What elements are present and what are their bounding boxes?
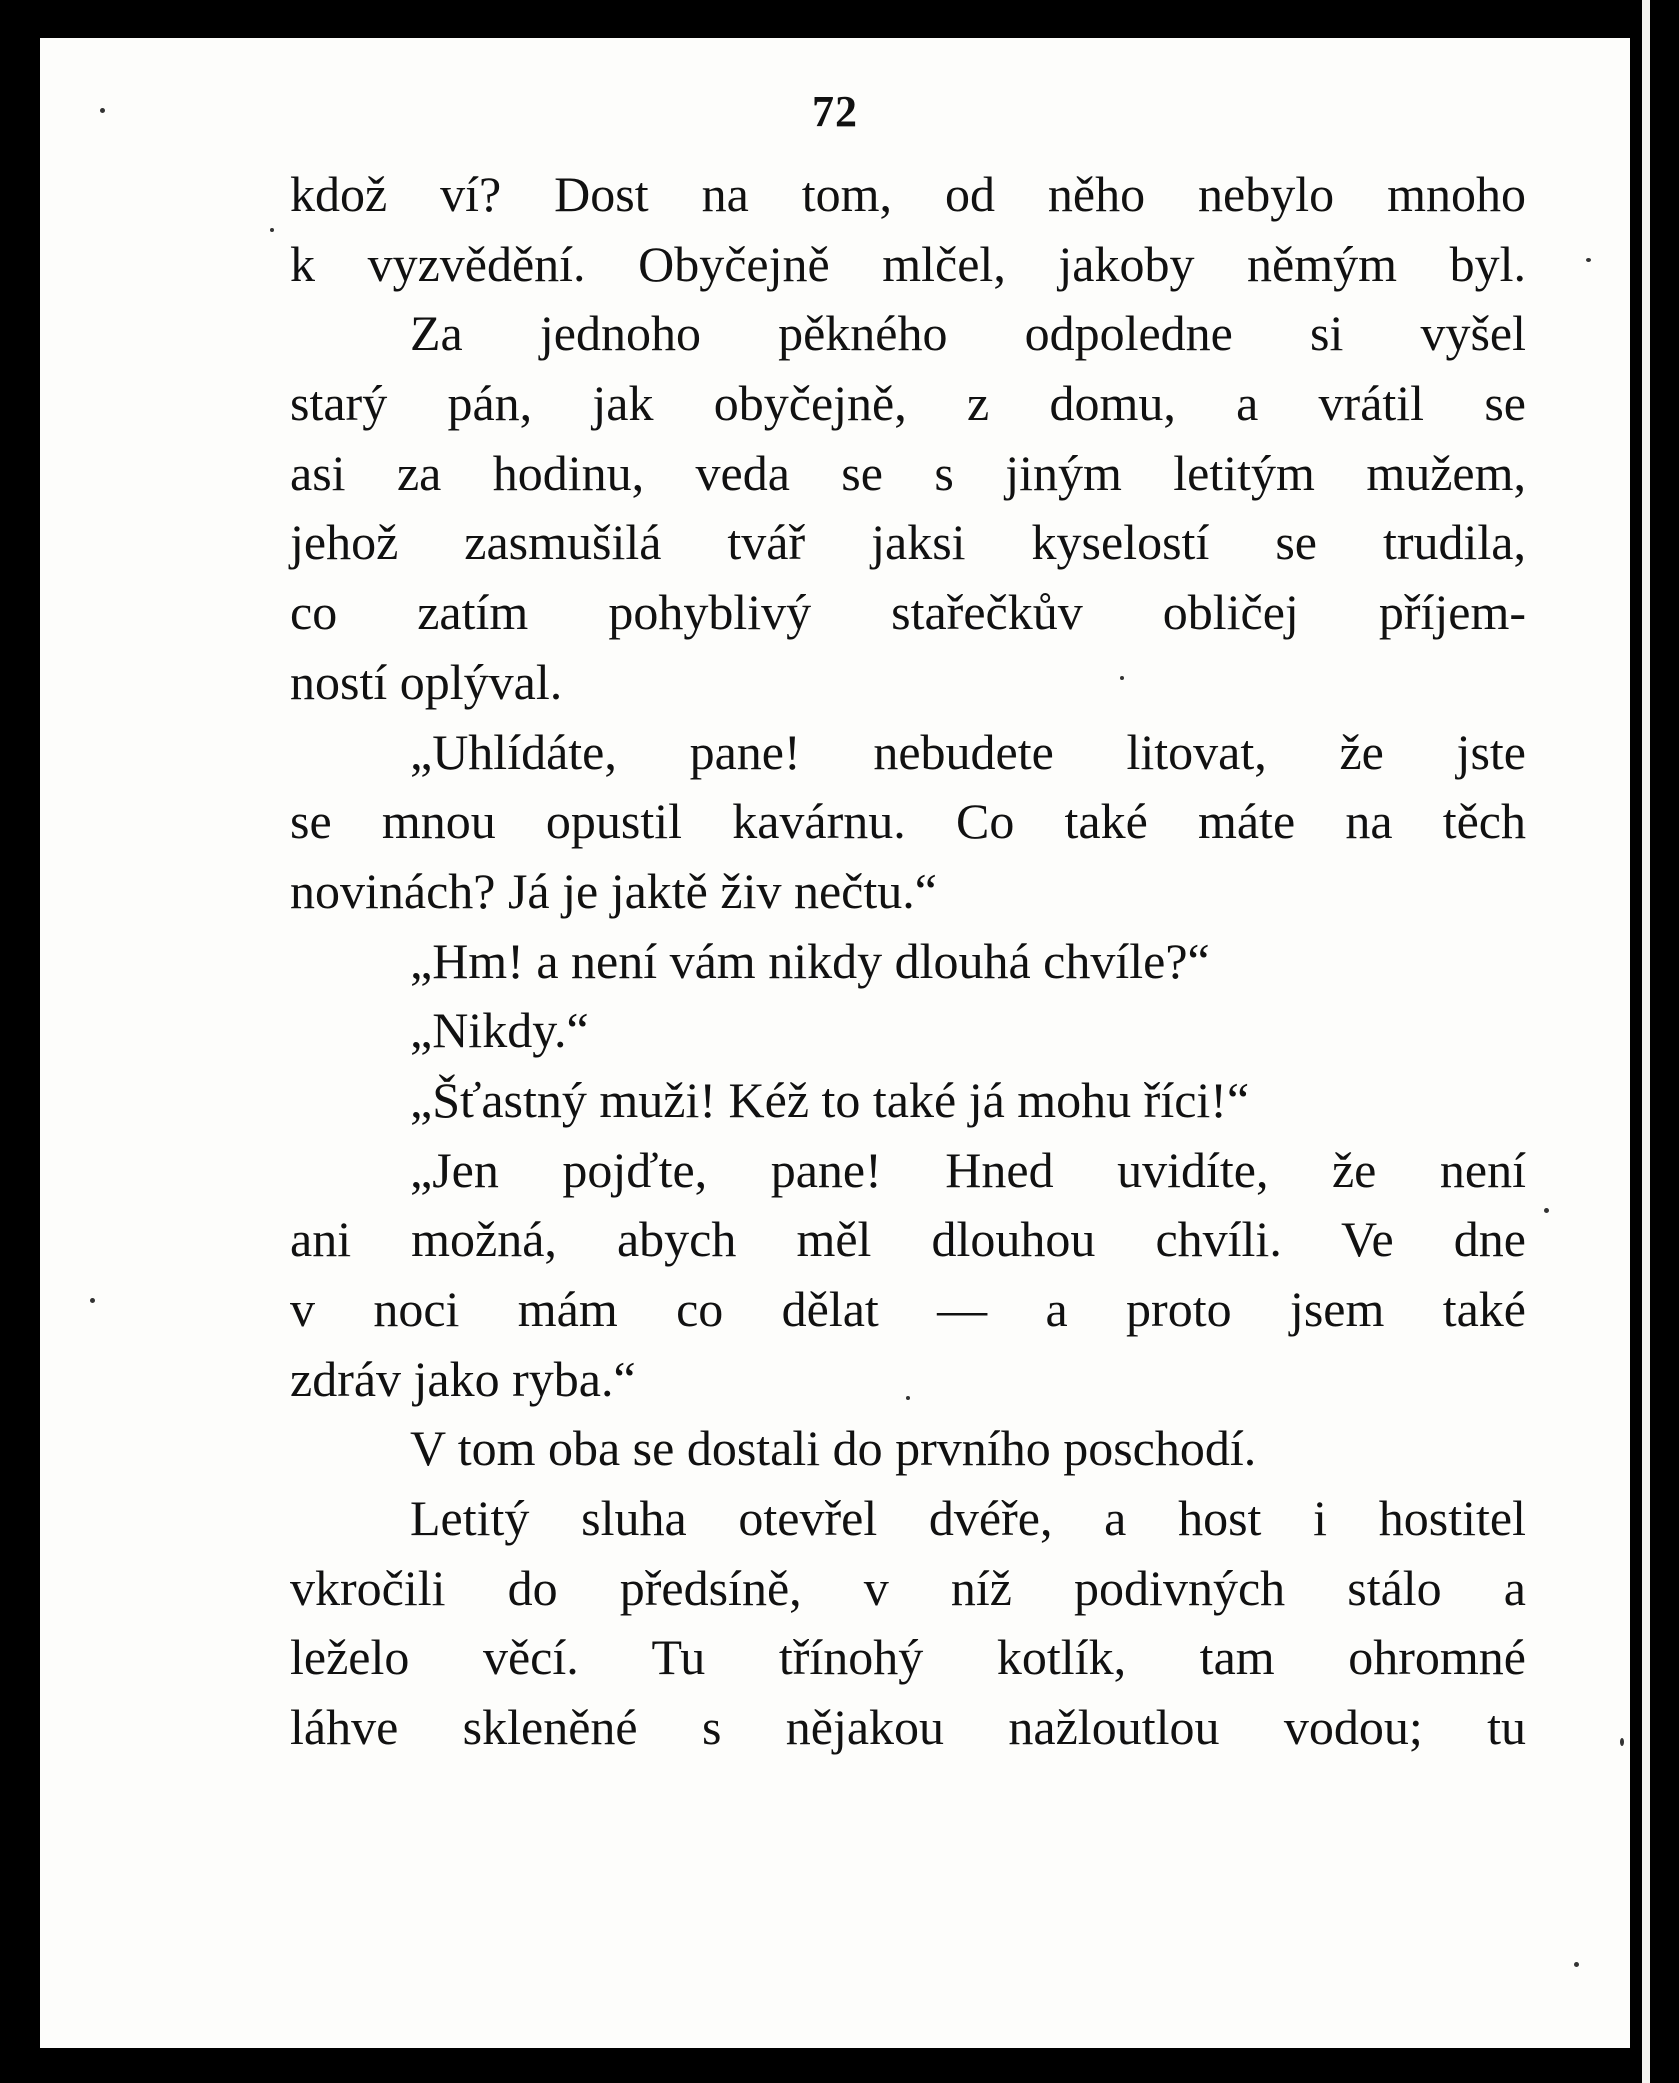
text-line: kdož ví? Dost na tom, od něho nebylo mnoho (290, 166, 1526, 222)
text-line: novinách? Já je jaktě živ nečtu.“ (290, 862, 937, 919)
text-line: „Nikdy.“ (410, 1002, 589, 1059)
text-line: starý pán, jak obyčejně, z domu, a vrátil se (290, 375, 1526, 432)
scan-speck (1586, 258, 1591, 262)
scan-speck (1544, 1208, 1549, 1213)
text-line: „Uhlídáte, pane! nebudete litovat, že jste (410, 723, 1526, 780)
body-text (290, 160, 1526, 1763)
scan-speck (1620, 1738, 1624, 1746)
text-line: „Hm! a není vám nikdy dlouhá chvíle?“ (410, 932, 1210, 989)
text-line: Letitý sluha otevřel dvéře, a host i hostitel (410, 1490, 1526, 1547)
page-number: 72 (812, 87, 858, 136)
scan-speck (270, 228, 274, 232)
text-line: zdráv jako ryba.“ (290, 1350, 636, 1407)
text-line: co zatím pohyblivý stařečkův obličej příjem- (290, 584, 1526, 641)
text-line: láhve skleněné s nějakou nažloutlou vodou; tu (290, 1699, 1526, 1756)
text-line: Za jednoho pěkného odpoledne si vyšel (410, 305, 1526, 362)
text-line: V tom oba se dostali do prvního poschodí. (410, 1420, 1257, 1477)
scan-speck (1574, 1962, 1579, 1967)
scan-speck (906, 1396, 910, 1400)
text-line: k vyzvědění. Obyčejně mlčel, jakoby němým byl. (290, 235, 1526, 292)
text-line: v noci mám co dělat — a proto jsem také (290, 1281, 1526, 1337)
text-line: se mnou opustil kavárnu. Co také máte na těch (290, 793, 1526, 850)
text-line: asi za hodinu, veda se s jiným letitým mužem, (290, 444, 1526, 501)
text-line: jehož zasmušilá tvář jaksi kyselostí se trudila, (290, 514, 1526, 571)
scan-speck (90, 1298, 95, 1303)
text-line: ností oplýval. (290, 653, 563, 710)
scan-speck (1120, 676, 1124, 680)
adjacent-page-edge (1642, 0, 1650, 2083)
text-line: leželo věcí. Tu třínohý kotlík, tam ohromné (290, 1629, 1526, 1686)
text-line: vkročili do předsíně, v níž podivných stálo a (290, 1559, 1526, 1616)
book-page (40, 38, 1630, 2048)
scan-speck (100, 108, 105, 113)
text-line: „Šťastný muži! Kéž to také já mohu říci!“ (410, 1071, 1250, 1128)
text-line: ani možná, abych měl dlouhou chvíli. Ve dne (290, 1211, 1526, 1268)
text-line: „Jen pojďte, pane! Hned uvidíte, že není (410, 1141, 1526, 1198)
